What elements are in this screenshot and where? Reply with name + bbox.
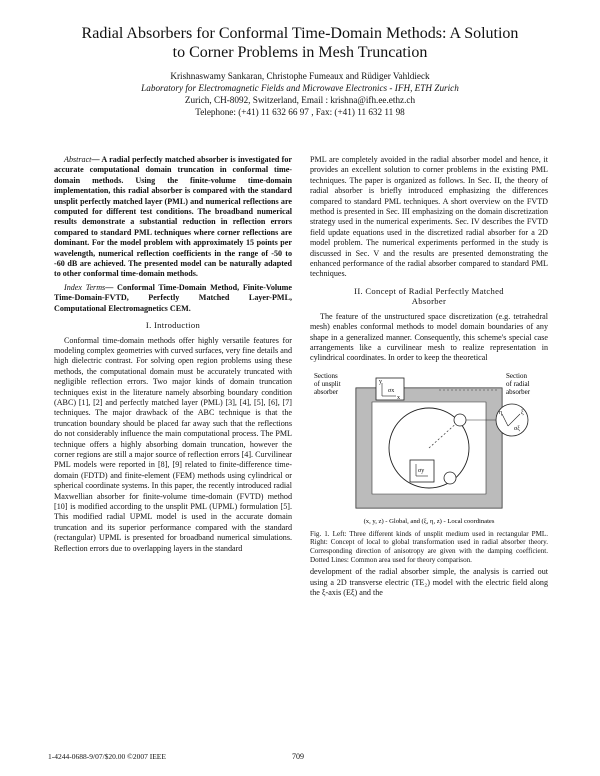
label-left-3: absorber (314, 387, 339, 396)
left-column (54, 155, 292, 557)
right-paragraph-2: The feature of the unstructured space discretization (e.g. tetrahedral mesh) enables conformal methods to model domain boundaries of any shape in a generalized manner. Consequently, this scheme's special case arrangements like a curvilinear mesh to realize representation in cylindrical coordinates. In order to keep the theoretical (310, 311, 548, 363)
section-2-heading-line-2: Absorber (411, 296, 447, 307)
symbol-sigma-x: σx (388, 387, 395, 394)
figure-1-caption: Fig. 1. Left: Three different kinds of unsplit medium used in rectangular PML. Right: Concept of local to global transformation used in radial absorber theory. Corresponding direction of anisotropy are given with the damping coefficient. Dotted Lines: Common area used for theory comparison. (310, 529, 548, 564)
label-left-1: Sections (314, 371, 338, 380)
small-circle-right (454, 414, 466, 426)
label-right-3: absorber (506, 387, 531, 396)
telephone-line: Telephone: (+41) 11 632 66 97 , Fax: (+41) 11 632 11 98 (195, 107, 405, 117)
abstract (54, 155, 292, 280)
coordinates-legend: (x, y, z) - Global, and (ξ, η, z) - Local coordinates (363, 517, 495, 525)
radial-detail-circle (496, 404, 528, 436)
symbol-xi: ξ (521, 409, 524, 416)
figure-1-diagram (310, 368, 548, 528)
affiliation-line-1: Laboratory for Electromagnetic Fields and Microwave Electronics - IFH, ETH Zurich (141, 83, 459, 93)
right-paragraph-1: PML are completely avoided in the radial absorber model and hence, it provides an excellent solution to corner problems in the existing PML techniques. The paper is organized as follows. In Sec. II, the theory of radial absorber is briefly introduced emphasizing the differences compared to standard PML techniques. A short overview on the FVTD method is presented in Sec. III emphasizing on the domain discretization strategy used in the numerical experiments. Sec. IV describes the FVTD field update equations used in the discretized radial absorber for a 2D model problem. The numerical experiments performed in the study is discussed in Sec. V and the results are presented demonstrating the enhanced performance of the radial absorber compared to standard PML techniques. (310, 155, 548, 279)
index-terms (54, 283, 292, 314)
index-terms-lead: Index Terms (64, 282, 106, 292)
abstract-lead: Abstract (64, 155, 92, 164)
label-right-1: Section (506, 371, 527, 380)
author-names: Krishnaswamy Sankaran, Christophe Fumeaux and Rüdiger Vahldieck (170, 71, 430, 81)
section-2-heading-line-1: II. Concept of Radial Perfectly Matched (354, 285, 504, 296)
right-column (310, 155, 548, 601)
section-1-paragraph: Conformal time-domain methods offer highly versatile features for modeling complex geometries with curved surfaces, very fine details and high dielectric contrast. For solving open region problems using these methods, the computational domain must be accurately truncated with negligible reflection errors. Two major kinds of domain truncation techniques exist in the literature namely absorbing boundary condition (ABC) [1], [2] and perfectly matched layer (PML) [3], [4], [5], [6], [7] techniques. The major drawback of the ABC technique is that the truncation boundary should be placed far away such that the reflections do not considerably influence the main computational process. The PML technique offers a highly absorbing domain truncation, however the corner regions are still a major source of reflection errors [4]. Curvilinear PML models were reported in [8], [9] related to finite-difference time-domain (FDTD) and finite-element (FEM) methods using cylindrical or spherical coordinate systems. In this paper, the recently introduced radial Maxwellian absorber for finite-volume time-domain (FVTD) method [10] is modified according to the unsplit PML (UPML) formulation [5]. This modified radial UPML model is used in the accurate domain truncation and its superior performance compared with the standard (rectangular) UPML is presented for broadband numerical simulations. Reflection errors due to overlapping layers in the standard (54, 335, 292, 553)
symbol-x: x (397, 394, 400, 401)
title-line-1: Radial Absorbers for Conformal Time-Domain Methods: A Solution (81, 25, 519, 42)
paper-title (40, 24, 560, 62)
label-right-2: of radial (506, 379, 530, 388)
title-line-2: to Corner Problems in Mesh Truncation (172, 44, 428, 61)
section-1-heading: I. Introduction (145, 320, 201, 331)
abstract-text: — A radial perfectly matched absorber is investigated for accurate computational domain truncation in conformal time-domain methods. Using the finite-volume time-domain implementation, this radial absorber is compared with the standard unsplit perfectly matched layer (PML) and numerical reflections are computed for different test conditions. The broadband numerical results demonstrate a substantial reduction in reflection errors compared to standard PML techniques where corner reflections are dominant. For the model problem with approximately 15 points per wavelength, numerical reflection coefficients in the range of -50 to -60 dB are achieved. The presented model can be naturally adapted to other conformal time-domain methods. (54, 155, 292, 279)
label-left-2: of unsplit (314, 379, 341, 388)
page-number: 709 (292, 752, 304, 761)
index-terms-text: — Conformal Time-Domain Method, Finite-Volume Time-Domain-FVTD, Perfectly Matched Layer-PML, Computational Electromagnetics CEM. (54, 282, 292, 313)
symbol-sigma-xi: σξ (514, 425, 520, 432)
figure-1 (310, 368, 548, 528)
author-block (40, 70, 560, 118)
symbol-sigma-y: σy (418, 467, 425, 474)
small-circle-left (444, 472, 456, 484)
right-paragraph-3: development of the radial absorber simple, the analysis is carried out using a 2D transverse electric (TE₂) model with the electric field along the ξ-axis (Eξ) and the (310, 567, 548, 597)
section-2-heading (310, 286, 548, 307)
symbol-eta: η (499, 409, 503, 416)
symbol-y: y (379, 378, 382, 385)
affiliation-line-2: Zurich, CH-8092, Switzerland, Email : krishna@ifh.ee.ethz.ch (184, 95, 416, 105)
copyright-footer: 1-4244-0688-9/07/$20.00 ©2007 IEEE (48, 752, 166, 761)
